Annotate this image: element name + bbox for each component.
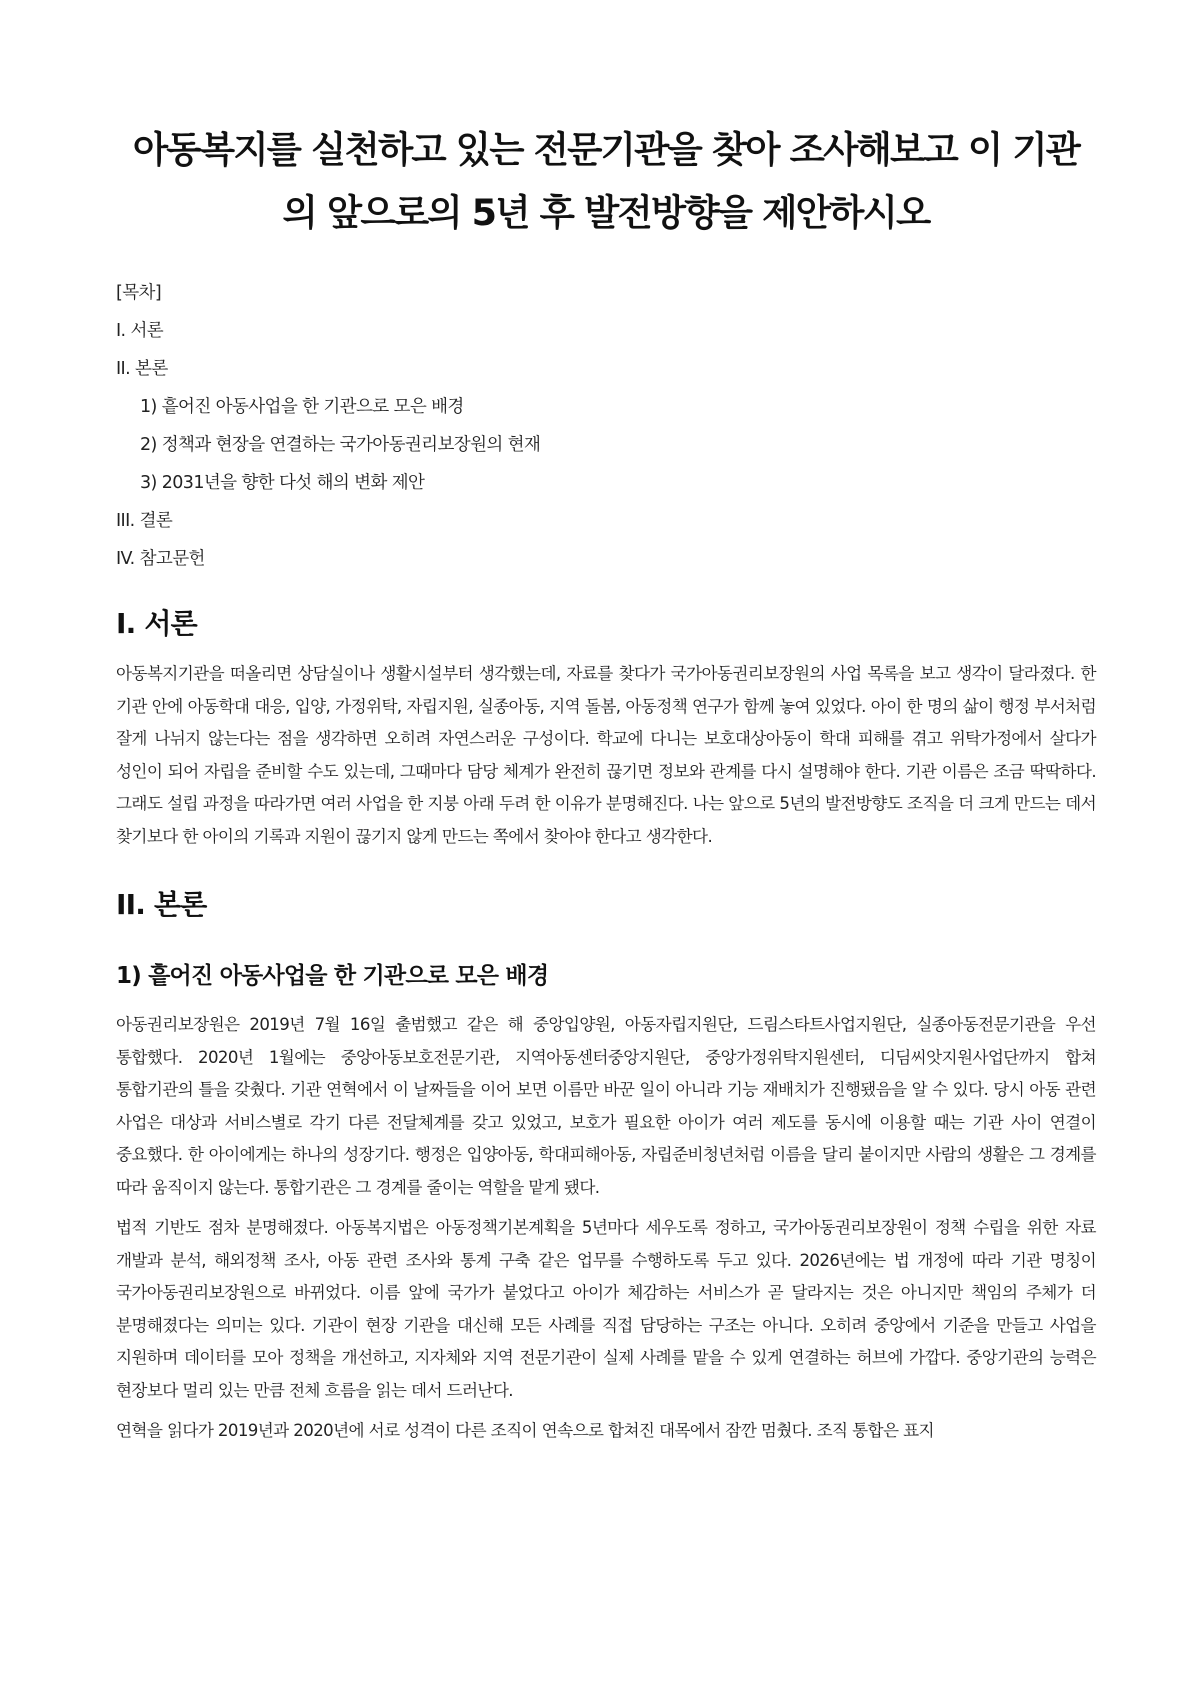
toc-item-intro: I. 서론 [116,321,164,341]
toc-subitem-3: 3) 2031년을 향한 다섯 해의 변화 제안 [140,473,425,493]
intro-paragraph: 아동복지기관을 떠올리면 상담실이나 생활시설부터 생각했는데, 자료를 찾다가 국가아동권리보장원의 사업 목록을 보고 생각이 달라졌다. 한 기관 안에 아동학대 대응, 입양, 가정위탁, 자립지원, 실종아동, 지역 돌봄, 아동정책 연구가 함께 놓여 있었다. 아이 한 명의 삶이 행정 부서처럼 잘게 나뉘지 않는다는 점을 생각하면 오히려 자연스러운 구성이다. 학교에 다니는 보호대상아동이 학대 피해를 겪고 위탁가정에서 살다가 성인이 되어 자립을 준비할 수도 있는데, 그때마다 담당 체계가 완전히 끊기면 정보와 관계를 다시 설명해야 한다. 기관 이름은 조금 딱딱하다. 그래도 설립 과정을 따라가면 여러 사업을 한 지붕 아래 두려 한 이유가 분명해진다. 나는 앞으로 5년의 발전방향도 조직을 더 크게 만드는 데서 찾기보다 한 아이의 기록과 지원이 끊기지 않게 만드는 쪽에서 찾아야 한다고 생각한다. [116,664,1096,846]
toc-item-references: IV. 참고문헌 [116,549,205,569]
body-paragraph-3: 연혁을 읽다가 2019년과 2020년에 서로 성격이 다른 조직이 연속으로 합쳐진 대목에서 잠깐 멈췄다. 조직 통합은 표지 [116,1421,934,1440]
toc-subitem-2: 2) 정책과 현장을 연결하는 국가아동권리보장원의 현재 [140,435,541,455]
body-paragraph-1: 아동권리보장원은 2019년 7월 16일 출범했고 같은 해 중앙입양원, 아동자립지원단, 드림스타트사업지원단, 실종아동전문기관을 우선 통합했다. 2020년 1월에는 중앙아동보호전문기관, 지역아동센터중앙지원단, 중앙가정위탁지원센터, 디딤씨앗지원사업단까지 합쳐 통합기관의 틀을 갖췄다. 기관 연혁에서 이 날짜들을 이어 보면 이름만 바꾼 일이 아니라 기능 재배치가 진행됐음을 알 수 있다. 당시 아동 관련 사업은 대상과 서비스별로 각기 다른 전달체계를 갖고 있었고, 보호가 필요한 아이가 여러 제도를 동시에 이용할 때는 기관 사이 연결이 중요했다. 한 아이에게는 하나의 성장기다. 행정은 입양아동, 학대피해아동, 자립준비청년처럼 이름을 달리 붙이지만 사람의 생활은 그 경계를 따라 움직이지 않는다. 통합기관은 그 경계를 줄이는 역할을 맡게 됐다. [116,1015,1096,1197]
document-title-line-2: 의 앞으로의 5년 후 발전방향을 제안하시오 [282,191,930,234]
table-of-contents [116,274,1096,578]
body-paragraph-2: 법적 기반도 점차 분명해졌다. 아동복지법은 아동정책기본계획을 5년마다 세우도록 정하고, 국가아동권리보장원이 정책 수립을 위한 자료 개발과 분석, 해외정책 조사, 아동 관련 조사와 통계 구축 같은 업무를 수행하도록 두고 있다. 2026년에는 법 개정에 따라 기관 명칭이 국가아동권리보장원으로 바뀌었다. 이름 앞에 국가가 붙었다고 아이가 체감하는 서비스가 곧 달라지는 것은 아니지만 책임의 주체가 더 분명해졌다는 의미는 있다. 기관이 현장 기관을 대신해 모든 사례를 직접 담당하는 구조는 아니다. 오히려 중앙에서 기준을 만들고 사업을 지원하며 데이터를 모아 정책을 개선하고, 지자체와 지역 전문기관이 실제 사례를 맡을 수 있게 연결하는 허브에 가깝다. 중앙기관의 능력은 현장보다 멀리 있는 만큼 전체 흐름을 읽는 데서 드러난다. [116,1218,1096,1400]
toc-item-body: II. 본론 [116,359,168,379]
section-heading-intro: I. 서론 [116,607,197,640]
toc-item-conclusion: III. 결론 [116,511,173,531]
section-heading-body: II. 본론 [116,888,207,921]
toc-heading: [목차] [116,283,162,303]
document-title [116,118,1096,244]
toc-subitem-1: 1) 흩어진 아동사업을 한 기관으로 모은 배경 [140,397,464,417]
document-title-line-1: 아동복지를 실천하고 있는 전문기관을 찾아 조사해보고 이 기관 [132,128,1080,171]
subsection-heading-1: 1) 흩어진 아동사업을 한 기관으로 모은 배경 [116,963,549,989]
